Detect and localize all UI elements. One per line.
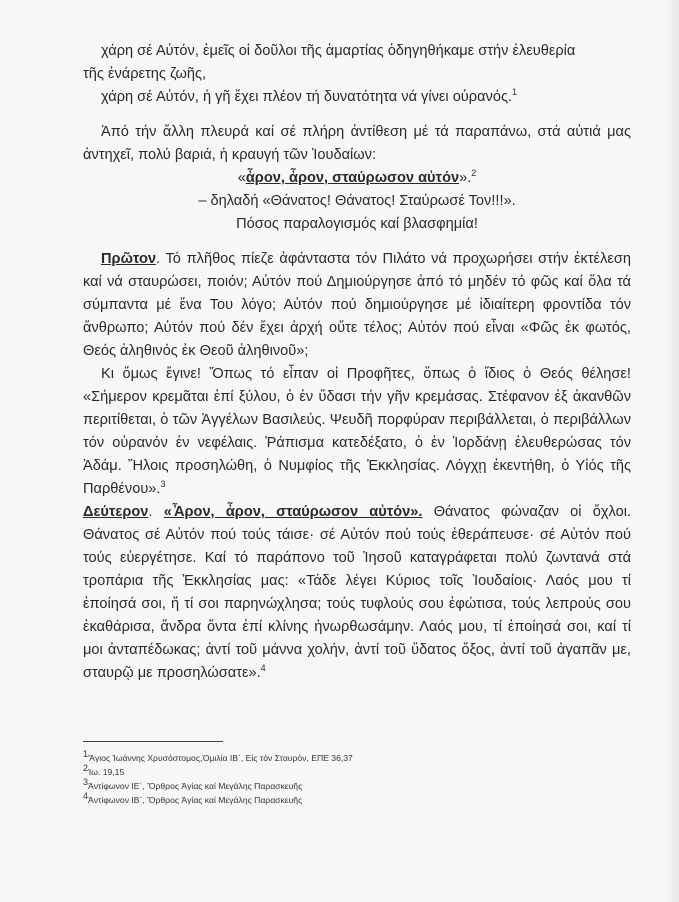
paragraph-1-cont: [83, 63, 631, 86]
paragraph-5-text: Θάνατος φώναζαν οἱ ὄχλοι. Θάνατος σέ Αὐτόν πού τούς τάισε· σέ Αὐτόν πού τούς ἐθεράπευσε· σέ Αὐτόν πού τούς εὐεργέτησε. Καί τό παράπονο τοῦ Ἰησοῦ καταγράφεται πολύ ζωντανά στά τροπάρια τῆς Ἐκκλησίας μας: «Τάδε λέγει Κύριος τοῖς Ἰουδαίοις· Λαός μου τί ἐποίησά σοι, ἤ τί σοι παρηνώχλησα; τούς τυφλούς σου ἐφώτισα, τούς λεπρούς σου ἐκαθάρισα, ἄνδρα ὄντα ἐπί κλίνης ἠνωρθωσάμην. Λαός μου, τί ἐποίησά σοι, καί τί μοι ἀνταπέδωκας; ἀντί τοῦ μάννα χολήν, ἀντί τοῦ ὕδατος ὄξος, ἀντί τοῦ ἀγαπᾶν με, σταυρῷ με προσηλώσατε».: [83, 504, 632, 681]
paragraph-3: [83, 248, 631, 363]
paragraph-4-text: Κι ὅμως ἔγινε! Ὅπως τό εἶπαν οἱ Προφῆτες, ὅπως ὁ ἴδιος ὁ Θεός θέλησε! «Σήμερον κρεμᾶται ἐπί ξύλου, ὁ ἐν ὕδασι τήν γῆν κρεμάσας. Στέφανον ἐξ ἀκανθῶν περιτίθεται, ὁ τῶν Ἀγγέλων Βασιλεύς. Ψευδῆ πορφύραν περιβάλλεται, ὁ περιβάλλων τόν οὐρανόν ἐν νεφέλαις. Ῥάπισμα κατεδέξατο, ὁ ἐν Ἰορδάνῃ ἐλευθερώσας τόν Ἀδάμ. Ἥλοις προσηλώθη, ὁ Νυμφίος τῆς Ἐκκλησίας. Λόγχῃ ἐκεντήθη, ὁ Υἱός τῆς Παρθένου».: [83, 366, 631, 497]
centered-line-2: [83, 190, 631, 213]
paragraph-2: [83, 121, 631, 167]
footnote-3: $^3$Ἀντίφωνον ΙΕ΄, Ὄρθρος Ἁγίας καί Μεγάλης Παρασκευῆς: [83, 777, 303, 791]
footnote-ref-3: 3: [160, 479, 166, 490]
paragraph-5-quote: «Ἆρον, ἆρον, σταύρωσον αὐτόν».: [163, 504, 423, 520]
footnotes: [83, 751, 583, 807]
footnote-ref-1: 1: [512, 87, 518, 98]
quote-close: ».: [459, 170, 472, 186]
footnote-4: $^4$Ἀντίφωνον ΙΒ΄, Ὄρθρος Ἁγίας καί Μεγάλης Παρασκευῆς: [83, 791, 303, 805]
footnote-1: $^1$Ἅγιος Ἰωάννης Χρυσόστομος,Ὁμιλία ΙΒ΄, Εἰς τόν Σταυρόν, ΕΠΕ 36,37: [83, 749, 353, 763]
line-3: χάρη σέ Αὐτόν, ἡ γῆ ἔχει πλέον τή δυνατότητα νά γίνει οὐρανός.: [101, 89, 513, 105]
quote-open: «: [237, 170, 246, 186]
heading-proton: Πρῶτον: [101, 251, 157, 267]
centered-text-3: Πόσος παραλογισμός καί βλασφημία!: [236, 216, 478, 232]
scan-edge-shadow: [665, 0, 679, 902]
paragraph-1: [83, 40, 631, 63]
paragraph-2-text: Ἀπό τήν ἄλλη πλευρά καί σέ πλήρη ἀντίθεση μέ τά παραπάνω, στά αὐτιά μας ἀντηχεῖ, πολύ βαριά, ἡ κραυγή τῶν Ἰουδαίων:: [83, 124, 631, 163]
quote-text: ἆρον, ἆρον, σταύρωσον αὐτόν: [245, 170, 460, 186]
paragraph-1b: [83, 86, 631, 109]
paragraph-5-sep: .: [148, 504, 164, 520]
heading-deuteron: Δεύτερον: [83, 504, 149, 520]
paragraph-5: [83, 501, 631, 685]
centered-quote: [83, 167, 631, 190]
footnote-ref-4: 4: [260, 663, 266, 674]
paragraph-3-text: . Τό πλῆθος πίεζε ἀφάνταστα τόν Πιλάτο νά προχωρήσει στήν ἐκτέλεση καί νά σταυρώσει, ποιόν; Αὐτόν πού Δημιούργησε ἀπό τό μηδέν τό φῶς καί ὅλα τά σύμπαντα μέ ἕνα Του λόγο; Αὐτόν πού δημιούργησε μέ ἰδιαίτερη φροντίδα τόν ἄνθρωπο; Αὐτόν πού δέν ἔχει ἀρχή οὔτε τέλος; Αὐτόν πού εἶναι «Φῶς ἐκ φωτός, Θεός ἀληθινός ἐκ Θεοῦ ἀληθινοῦ»;: [83, 251, 631, 359]
line-1: χάρη σέ Αὐτόν, ἐμεῖς οἱ δοῦλοι τῆς ἁμαρτίας ὁδηγηθήκαμε στήν ἐλευθερία: [101, 43, 576, 59]
paragraph-4: [83, 363, 631, 501]
centered-text-2: – δηλαδή «Θάνατος! Θάνατος! Σταύρωσέ Τον!!!».: [198, 193, 516, 209]
body-text: [83, 40, 631, 685]
centered-line-3: [83, 213, 631, 236]
line-2: τῆς ἐνάρετης ζωῆς,: [83, 66, 207, 82]
footnote-ref-2: 2: [471, 168, 477, 179]
footnote-2: $^2$Ἰω. 19,15: [83, 763, 125, 777]
footnote-divider: [83, 741, 223, 742]
